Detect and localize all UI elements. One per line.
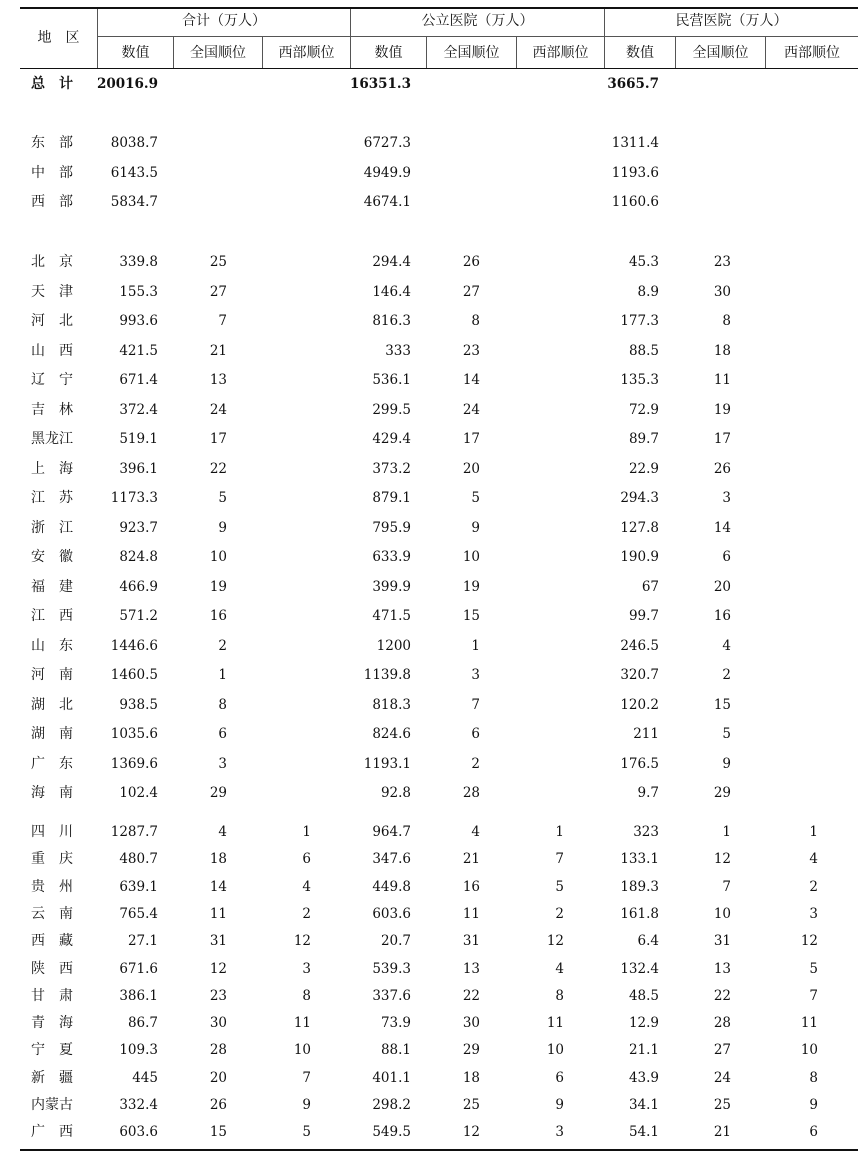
region-header: 地 区	[37, 30, 80, 46]
public-value: 964.7	[372, 824, 411, 840]
public-value: 373.2	[372, 461, 411, 477]
subheader-value: 数值	[121, 45, 150, 61]
public-national-rank: 18	[462, 1070, 480, 1086]
region-name: 陕 西	[31, 961, 73, 977]
subheader-national-rank: 全国顺位	[443, 45, 500, 61]
public-national-rank: 15	[462, 608, 480, 624]
public-national-rank: 27	[462, 284, 480, 300]
public-national-rank: 3	[471, 667, 480, 683]
public-national-rank: 28	[462, 785, 480, 801]
region-name: 河 北	[31, 313, 73, 329]
private-western-rank: 10	[800, 1042, 818, 1058]
total-national-rank: 7	[218, 313, 227, 329]
private-value: 246.5	[620, 638, 659, 654]
private-national-rank: 31	[713, 933, 731, 949]
private-national-rank: 21	[713, 1124, 731, 1140]
public-national-rank: 16	[462, 879, 480, 895]
public-value: 795.9	[372, 520, 411, 536]
private-national-rank: 19	[713, 402, 731, 418]
total-value: 824.8	[119, 549, 158, 565]
private-western-rank: 11	[800, 1015, 818, 1031]
total-value: 421.5	[119, 343, 158, 359]
total-national-rank: 5	[218, 490, 227, 506]
public-western-rank: 9	[555, 1097, 564, 1113]
total-value: 639.1	[119, 879, 158, 895]
total-value: 571.2	[119, 608, 158, 624]
total-value: 5834.7	[110, 194, 158, 210]
region-name: 天 津	[31, 284, 73, 300]
private-value: 211	[633, 726, 659, 742]
public-value: 816.3	[372, 313, 411, 329]
private-value: 189.3	[620, 879, 659, 895]
total-national-rank: 2	[218, 638, 227, 654]
private-national-rank: 13	[713, 961, 731, 977]
region-name: 贵 州	[31, 879, 73, 895]
private-national-rank: 28	[713, 1015, 731, 1031]
public-national-rank: 10	[462, 549, 480, 565]
total-value: 86.7	[127, 1015, 158, 1031]
total-value: 993.6	[119, 313, 158, 329]
region-name: 新 疆	[31, 1070, 73, 1086]
private-national-rank: 8	[722, 313, 731, 329]
total-western-rank: 5	[302, 1124, 311, 1140]
private-value: 135.3	[620, 372, 659, 388]
total-value: 332.4	[119, 1097, 158, 1113]
region-name: 西 藏	[31, 933, 73, 949]
total-western-rank: 8	[302, 988, 311, 1004]
total-western-rank: 1	[302, 824, 311, 840]
public-value: 824.6	[372, 726, 411, 742]
private-western-rank: 6	[809, 1124, 818, 1140]
total-value: 938.5	[119, 697, 158, 713]
total-value: 386.1	[119, 988, 158, 1004]
total-western-rank: 9	[302, 1097, 311, 1113]
total-national-rank: 1	[218, 667, 227, 683]
public-value: 471.5	[372, 608, 411, 624]
private-national-rank: 30	[713, 284, 731, 300]
total-value: 109.3	[119, 1042, 158, 1058]
region-name: 东 部	[31, 135, 73, 151]
public-national-rank: 24	[462, 402, 480, 418]
private-national-rank: 4	[722, 638, 731, 654]
public-national-rank: 9	[471, 520, 480, 536]
total-national-rank: 17	[209, 431, 227, 447]
private-value: 1160.6	[611, 194, 659, 210]
region-name: 江 西	[31, 608, 73, 624]
public-western-rank: 2	[555, 906, 564, 922]
private-value: 127.8	[620, 520, 659, 536]
group-header-public: 公立医院（万人）	[421, 13, 534, 29]
total-value: 1446.6	[110, 638, 158, 654]
total-national-rank: 22	[209, 461, 227, 477]
total-value: 102.4	[119, 785, 158, 801]
public-western-rank: 10	[546, 1042, 564, 1058]
private-value: 120.2	[620, 697, 659, 713]
total-value: 20016.9	[96, 76, 158, 92]
private-western-rank: 2	[809, 879, 818, 895]
total-value: 372.4	[119, 402, 158, 418]
total-national-rank: 29	[209, 785, 227, 801]
private-value: 48.5	[628, 988, 659, 1004]
total-national-rank: 10	[209, 549, 227, 565]
total-western-rank: 10	[293, 1042, 311, 1058]
private-national-rank: 24	[713, 1070, 731, 1086]
region-name: 湖 北	[31, 697, 73, 713]
public-national-rank: 1	[471, 638, 480, 654]
private-national-rank: 3	[722, 490, 731, 506]
private-national-rank: 11	[713, 372, 731, 388]
public-western-rank: 3	[555, 1124, 564, 1140]
total-value: 445	[132, 1070, 158, 1086]
public-value: 401.1	[372, 1070, 411, 1086]
total-national-rank: 21	[209, 343, 227, 359]
public-value: 16351.3	[349, 76, 411, 92]
public-value: 298.2	[372, 1097, 411, 1113]
total-value: 765.4	[119, 906, 158, 922]
region-name: 内蒙古	[31, 1097, 73, 1113]
private-value: 294.3	[620, 490, 659, 506]
private-value: 72.9	[628, 402, 659, 418]
private-western-rank: 9	[809, 1097, 818, 1113]
group-underline	[98, 36, 858, 37]
subheader-national-rank: 全国顺位	[692, 45, 749, 61]
public-value: 337.6	[372, 988, 411, 1004]
region-name: 上 海	[31, 461, 73, 477]
private-western-rank: 4	[809, 851, 818, 867]
public-value: 449.8	[372, 879, 411, 895]
region-name: 湖 南	[31, 726, 73, 742]
total-value: 671.4	[119, 372, 158, 388]
private-western-rank: 7	[809, 988, 818, 1004]
region-name: 重 庆	[31, 851, 73, 867]
public-value: 1193.1	[363, 756, 411, 772]
header-bottom-rule	[20, 68, 858, 69]
subheader-western-rank: 西部顺位	[784, 45, 840, 61]
region-name: 福 建	[31, 579, 73, 595]
total-value: 1460.5	[110, 667, 158, 683]
total-western-rank: 4	[302, 879, 311, 895]
public-western-rank: 11	[546, 1015, 564, 1031]
public-value: 347.6	[372, 851, 411, 867]
total-national-rank: 19	[209, 579, 227, 595]
total-national-rank: 9	[218, 520, 227, 536]
total-western-rank: 6	[302, 851, 311, 867]
region-name: 黑龙江	[31, 431, 73, 447]
total-value: 396.1	[119, 461, 158, 477]
group-header-private: 民营医院（万人）	[675, 13, 788, 29]
private-national-rank: 6	[722, 549, 731, 565]
total-value: 1369.6	[110, 756, 158, 772]
total-national-rank: 4	[218, 824, 227, 840]
region-name: 山 东	[31, 638, 73, 654]
public-value: 429.4	[372, 431, 411, 447]
public-value: 73.9	[380, 1015, 411, 1031]
total-national-rank: 24	[209, 402, 227, 418]
private-value: 161.8	[620, 906, 659, 922]
private-value: 177.3	[620, 313, 659, 329]
public-national-rank: 13	[462, 961, 480, 977]
public-value: 4674.1	[363, 194, 411, 210]
subheader-western-rank: 西部顺位	[278, 45, 335, 61]
private-value: 1193.6	[611, 165, 659, 181]
private-western-rank: 8	[809, 1070, 818, 1086]
private-value: 1311.4	[611, 135, 659, 151]
bottom-rule	[20, 1149, 858, 1151]
total-national-rank: 6	[218, 726, 227, 742]
private-value: 88.5	[628, 343, 659, 359]
total-national-rank: 31	[209, 933, 227, 949]
private-value: 34.1	[628, 1097, 659, 1113]
total-national-rank: 28	[209, 1042, 227, 1058]
public-value: 1200	[376, 638, 411, 654]
public-value: 818.3	[372, 697, 411, 713]
private-value: 8.9	[637, 284, 659, 300]
total-value: 1173.3	[110, 490, 158, 506]
public-western-rank: 5	[555, 879, 564, 895]
total-national-rank: 26	[209, 1097, 227, 1113]
total-national-rank: 30	[209, 1015, 227, 1031]
private-value: 133.1	[620, 851, 659, 867]
region-name: 海 南	[31, 785, 73, 801]
private-value: 22.9	[628, 461, 659, 477]
private-national-rank: 22	[713, 988, 731, 1004]
total-national-rank: 13	[209, 372, 227, 388]
private-value: 99.7	[628, 608, 659, 624]
private-western-rank: 1	[809, 824, 818, 840]
private-value: 45.3	[628, 254, 659, 270]
region-name: 北 京	[31, 254, 73, 270]
top-rule	[20, 7, 858, 9]
public-value: 333	[385, 343, 411, 359]
public-western-rank: 4	[555, 961, 564, 977]
private-value: 176.5	[620, 756, 659, 772]
private-value: 320.7	[620, 667, 659, 683]
private-national-rank: 1	[722, 824, 731, 840]
public-value: 294.4	[372, 254, 411, 270]
private-value: 132.4	[620, 961, 659, 977]
region-name: 甘 肃	[31, 988, 73, 1004]
private-national-rank: 23	[713, 254, 731, 270]
private-value: 43.9	[628, 1070, 659, 1086]
total-value: 923.7	[119, 520, 158, 536]
public-western-rank: 8	[555, 988, 564, 1004]
public-value: 146.4	[372, 284, 411, 300]
region-name: 四 川	[31, 824, 73, 840]
region-name: 云 南	[31, 906, 73, 922]
total-western-rank: 11	[293, 1015, 311, 1031]
private-western-rank: 5	[809, 961, 818, 977]
total-national-rank: 15	[209, 1124, 227, 1140]
total-western-rank: 2	[302, 906, 311, 922]
public-value: 536.1	[372, 372, 411, 388]
public-national-rank: 22	[462, 988, 480, 1004]
subheader-value: 数值	[374, 45, 403, 61]
public-value: 299.5	[372, 402, 411, 418]
total-value: 155.3	[119, 284, 158, 300]
public-national-rank: 29	[462, 1042, 480, 1058]
private-value: 12.9	[628, 1015, 659, 1031]
region-name: 西 部	[31, 194, 73, 210]
region-name: 广 东	[31, 756, 73, 772]
subheader-western-rank: 西部顺位	[532, 45, 589, 61]
private-national-rank: 2	[722, 667, 731, 683]
private-western-rank: 12	[800, 933, 818, 949]
public-national-rank: 8	[471, 313, 480, 329]
subheader-national-rank: 全国顺位	[190, 45, 246, 61]
public-national-rank: 31	[462, 933, 480, 949]
subheader-value: 数值	[626, 45, 654, 61]
private-national-rank: 17	[713, 431, 731, 447]
private-value: 3665.7	[607, 76, 659, 92]
public-national-rank: 12	[462, 1124, 480, 1140]
public-value: 4949.9	[363, 165, 411, 181]
region-name: 浙 江	[31, 520, 73, 536]
public-value: 399.9	[372, 579, 411, 595]
public-value: 88.1	[380, 1042, 411, 1058]
public-value: 633.9	[372, 549, 411, 565]
public-western-rank: 1	[555, 824, 564, 840]
total-national-rank: 25	[209, 254, 227, 270]
private-value: 6.4	[637, 933, 659, 949]
public-value: 549.5	[372, 1124, 411, 1140]
private-national-rank: 9	[722, 756, 731, 772]
total-national-rank: 11	[209, 906, 227, 922]
private-value: 89.7	[628, 431, 659, 447]
private-western-rank: 3	[809, 906, 818, 922]
private-national-rank: 18	[713, 343, 731, 359]
public-value: 603.6	[372, 906, 411, 922]
private-national-rank: 29	[713, 785, 731, 801]
public-national-rank: 21	[462, 851, 480, 867]
total-value: 603.6	[119, 1124, 158, 1140]
private-value: 190.9	[620, 549, 659, 565]
public-national-rank: 2	[471, 756, 480, 772]
total-value: 1287.7	[110, 824, 158, 840]
total-value: 8038.7	[110, 135, 158, 151]
total-value: 27.1	[127, 933, 158, 949]
total-national-rank: 8	[218, 697, 227, 713]
region-name: 山 西	[31, 343, 73, 359]
total-national-rank: 12	[209, 961, 227, 977]
total-value: 671.6	[119, 961, 158, 977]
total-western-rank: 12	[293, 933, 311, 949]
private-national-rank: 25	[713, 1097, 731, 1113]
total-national-rank: 27	[209, 284, 227, 300]
total-western-rank: 3	[302, 961, 311, 977]
private-value: 21.1	[628, 1042, 659, 1058]
region-name: 吉 林	[31, 402, 73, 418]
public-national-rank: 11	[462, 906, 480, 922]
region-name: 安 徽	[31, 549, 73, 565]
region-name: 青 海	[31, 1015, 73, 1031]
public-national-rank: 23	[462, 343, 480, 359]
public-national-rank: 7	[471, 697, 480, 713]
public-value: 6727.3	[363, 135, 411, 151]
total-national-rank: 3	[218, 756, 227, 772]
private-national-rank: 5	[722, 726, 731, 742]
public-national-rank: 14	[462, 372, 480, 388]
total-value: 480.7	[119, 851, 158, 867]
private-value: 9.7	[637, 785, 659, 801]
total-value: 1035.6	[110, 726, 158, 742]
private-national-rank: 16	[713, 608, 731, 624]
region-name: 河 南	[31, 667, 73, 683]
public-national-rank: 5	[471, 490, 480, 506]
private-national-rank: 14	[713, 520, 731, 536]
public-western-rank: 6	[555, 1070, 564, 1086]
private-value: 323	[633, 824, 659, 840]
public-national-rank: 26	[462, 254, 480, 270]
private-national-rank: 12	[713, 851, 731, 867]
public-value: 92.8	[380, 785, 411, 801]
public-western-rank: 12	[546, 933, 564, 949]
public-value: 539.3	[372, 961, 411, 977]
region-name: 广 西	[31, 1124, 73, 1140]
public-national-rank: 25	[462, 1097, 480, 1113]
total-national-rank: 14	[209, 879, 227, 895]
region-name: 辽 宁	[31, 372, 73, 388]
total-value: 6143.5	[110, 165, 158, 181]
public-national-rank: 30	[462, 1015, 480, 1031]
region-name: 江 苏	[31, 490, 73, 506]
private-national-rank: 26	[713, 461, 731, 477]
total-value: 519.1	[119, 431, 158, 447]
total-national-rank: 16	[209, 608, 227, 624]
group-header-total: 合计（万人）	[182, 13, 266, 29]
total-value: 466.9	[119, 579, 158, 595]
region-name: 宁 夏	[31, 1042, 73, 1058]
region-name: 中 部	[31, 165, 73, 181]
public-western-rank: 7	[555, 851, 564, 867]
total-national-rank: 18	[209, 851, 227, 867]
region-name: 总 计	[31, 76, 73, 92]
private-national-rank: 10	[713, 906, 731, 922]
private-national-rank: 20	[713, 579, 731, 595]
private-national-rank: 15	[713, 697, 731, 713]
private-value: 54.1	[628, 1124, 659, 1140]
private-value: 67	[641, 579, 659, 595]
total-value: 339.8	[119, 254, 158, 270]
public-national-rank: 20	[462, 461, 480, 477]
public-national-rank: 17	[462, 431, 480, 447]
total-western-rank: 7	[302, 1070, 311, 1086]
public-value: 879.1	[372, 490, 411, 506]
private-national-rank: 27	[713, 1042, 731, 1058]
public-national-rank: 19	[462, 579, 480, 595]
public-value: 20.7	[380, 933, 411, 949]
total-national-rank: 23	[209, 988, 227, 1004]
total-national-rank: 20	[209, 1070, 227, 1086]
public-national-rank: 6	[471, 726, 480, 742]
public-national-rank: 4	[471, 824, 480, 840]
private-national-rank: 7	[722, 879, 731, 895]
public-value: 1139.8	[363, 667, 411, 683]
